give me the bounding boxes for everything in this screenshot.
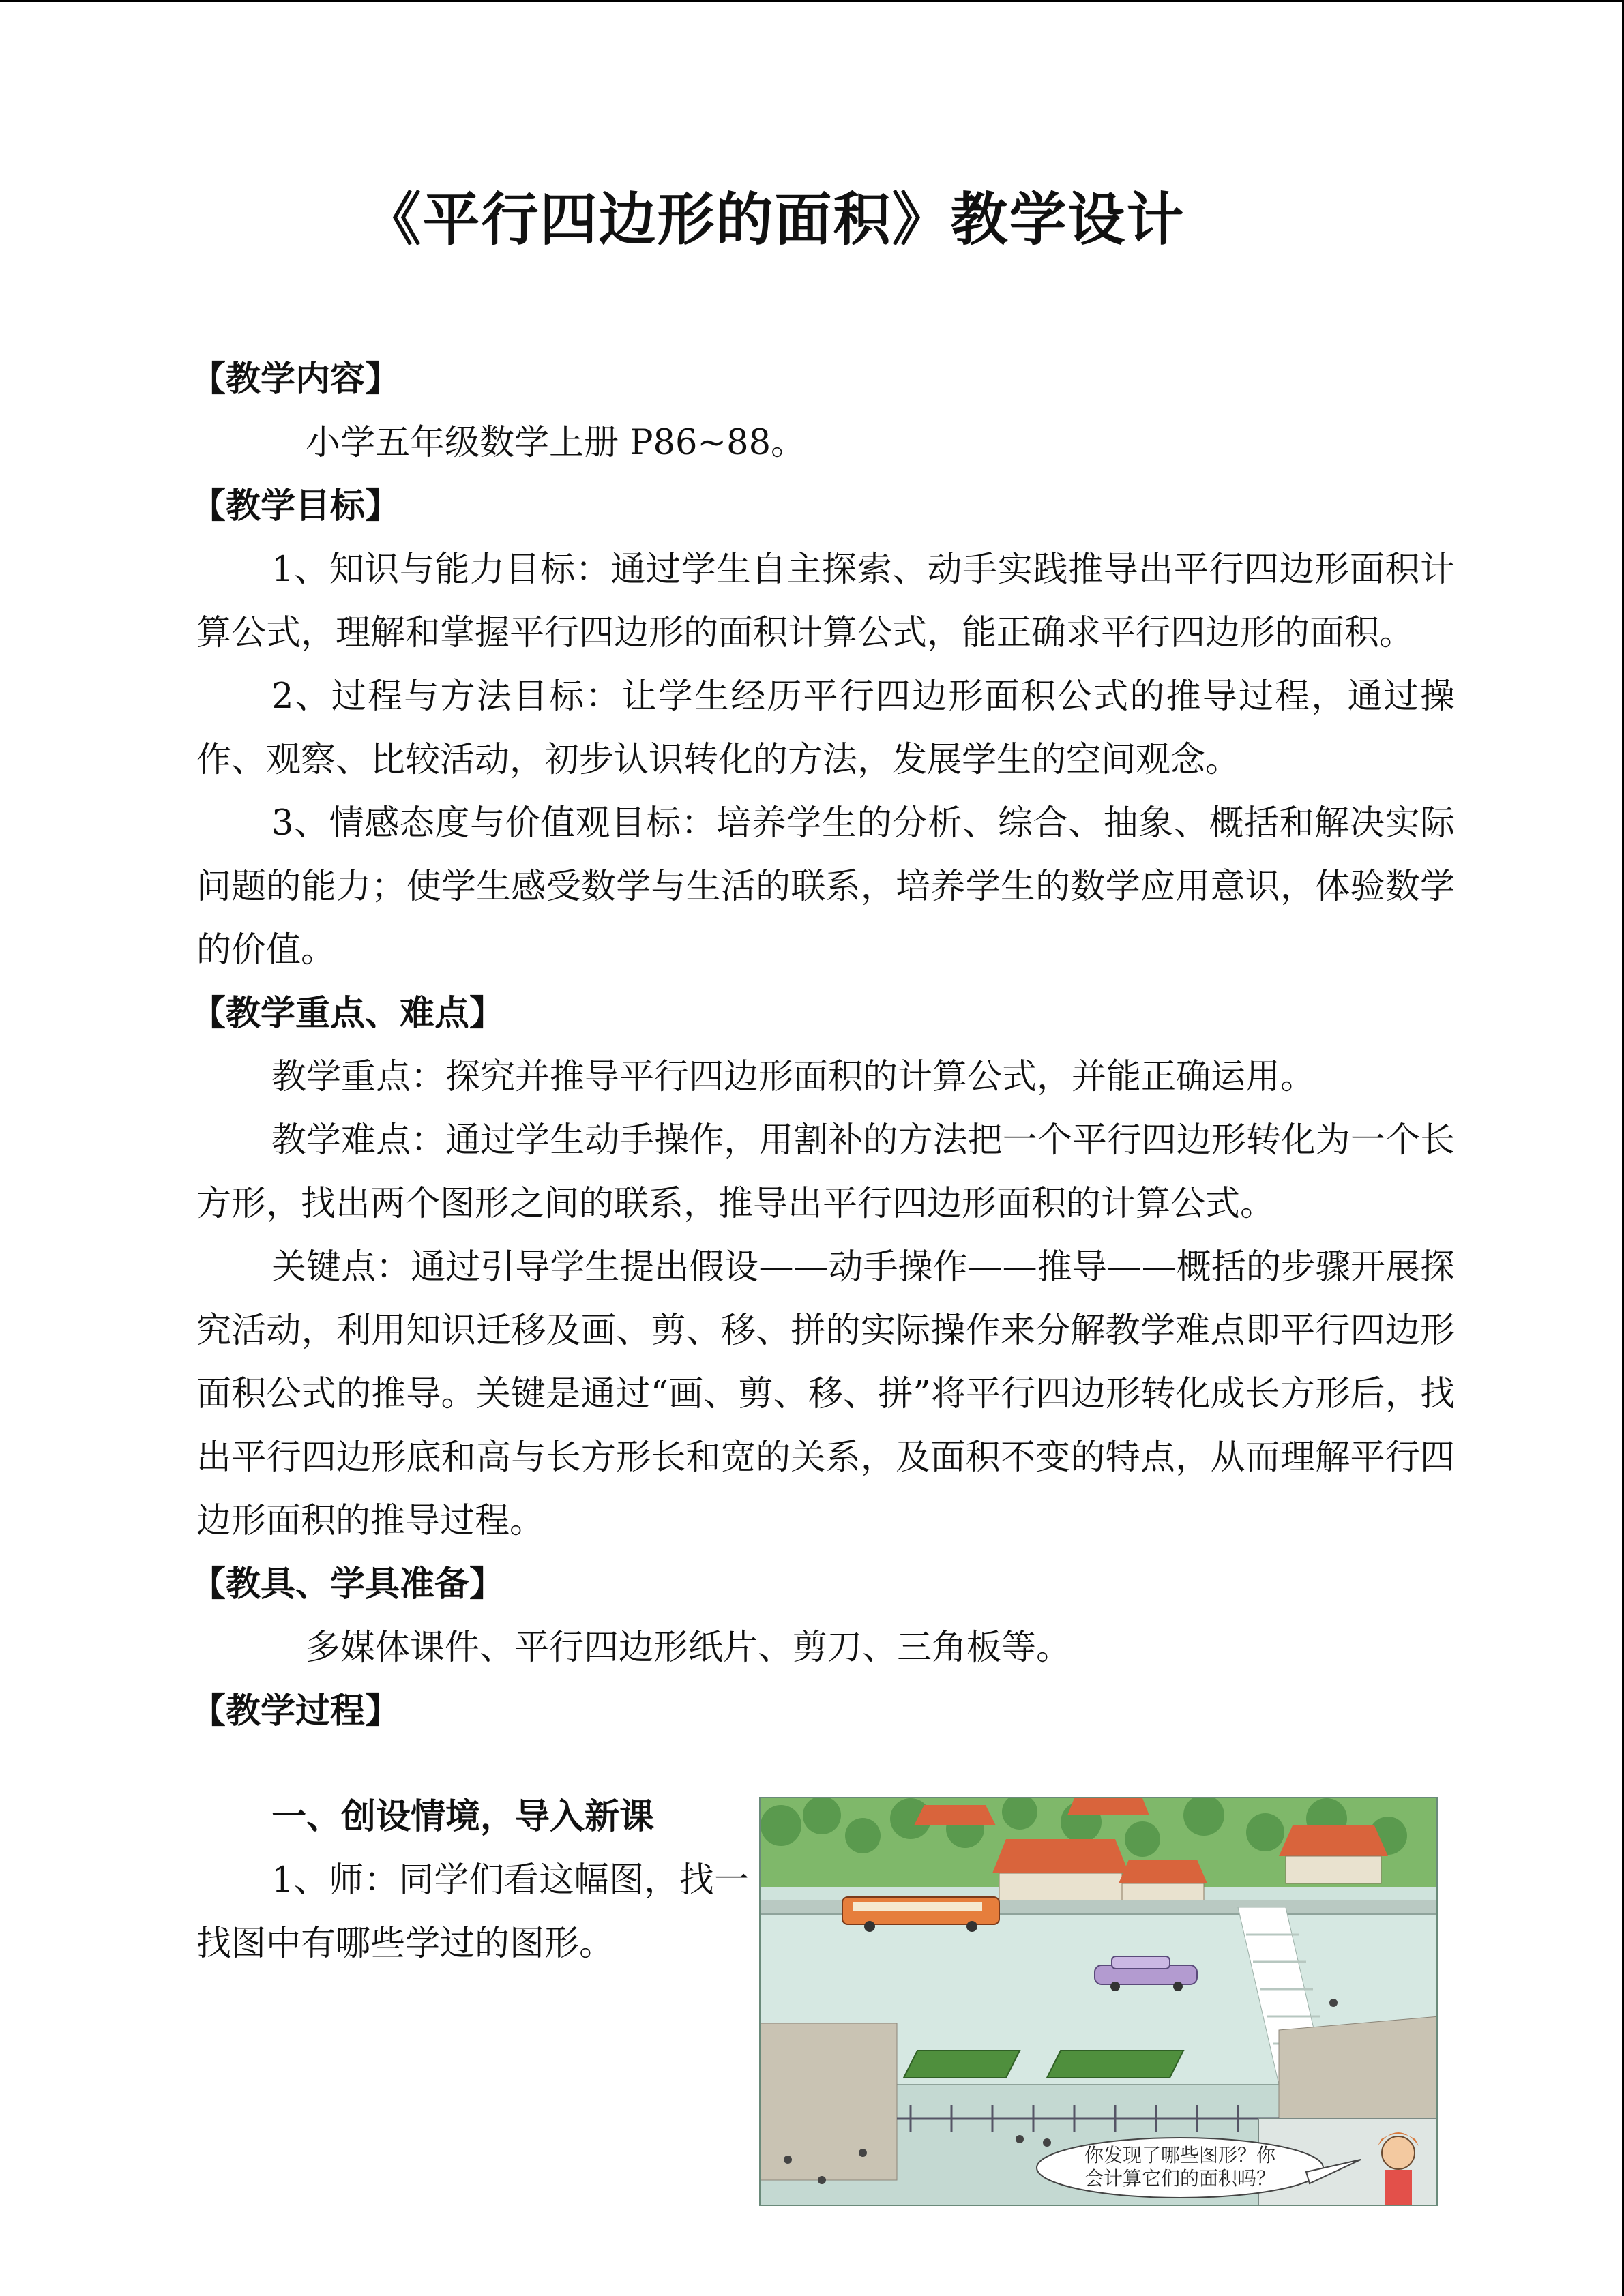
tools-text: 多媒体课件、平行四边形纸片、剪刀、三角板等。: [306, 1628, 1072, 1668]
critical-point: 关键点：通过引导学生提出假设——动手操作——推导——概括的步骤开展探究活动，利用知识迁移及画、剪、移、拼的实际操作来分解教学难点即平行四边形面积公式的推导。关键是通过“画、剪、移、拼”将平行四边形转化成长方形后，找出平行四边形底和高与长方形长和宽的关系，及面积不变的特点，从而理解平行四边形面积的推导过程。: [196, 1247, 1455, 1541]
page-border-top: [0, 0, 1624, 2]
speech-bubble-line-2: 会计算它们的面积吗？: [1084, 2167, 1276, 2190]
goal-1: 1、知识与能力目标：通过学生自主探索、动手实践推导出平行四边形面积计算公式，理解和掌握平行四边形的面积计算公式，能正确求平行四边形的面积。: [196, 550, 1455, 653]
difficult-point: 教学难点：通过学生动手操作，用割补的方法把一个平行四边形转化为一个长方形，找出两个图形之间的联系，推导出平行四边形面积的计算公式。: [196, 1120, 1455, 1224]
speech-bubble-line-1: 你发现了哪些图形？你: [1084, 2144, 1276, 2166]
goal-2: 2、过程与方法目标：让学生经历平行四边形面积公式的推导过程，通过操作、观察、比较活动，初步认识转化的方法，发展学生的空间观念。: [196, 676, 1455, 780]
step-1-heading: 一、创设情境，导入新课: [271, 1796, 655, 1837]
section-heading-goals: 【教学目标】: [191, 486, 400, 526]
section-heading-tools: 【教具、学具准备】: [191, 1564, 505, 1605]
document-body: [191, 348, 1455, 1743]
street-scene-illustration: [759, 1797, 1438, 2206]
step-1-block: [196, 1785, 749, 1976]
section-heading-content: 【教学内容】: [191, 359, 400, 400]
section-heading-key-points: 【教学重点、难点】: [191, 993, 505, 1034]
goal-3: 3、情感态度与价值观目标：培养学生的分析、综合、抽象、概括和解决实际问题的能力；使学生感受数学与生活的联系，培养学生的数学应用意识，体验数学的价值。: [196, 803, 1455, 970]
section-heading-process: 【教学过程】: [191, 1690, 400, 1731]
content-text: 小学五年级数学上册 P86~88。: [306, 423, 806, 463]
step-1-text: 1、师：同学们看这幅图，找一找图中有哪些学过的图形。: [196, 1860, 749, 1964]
key-point: 教学重点：探究并推导平行四边形面积的计算公式，并能正确运用。: [271, 1057, 1316, 1097]
document-title: 《平行四边形的面积》教学设计: [364, 185, 1185, 253]
